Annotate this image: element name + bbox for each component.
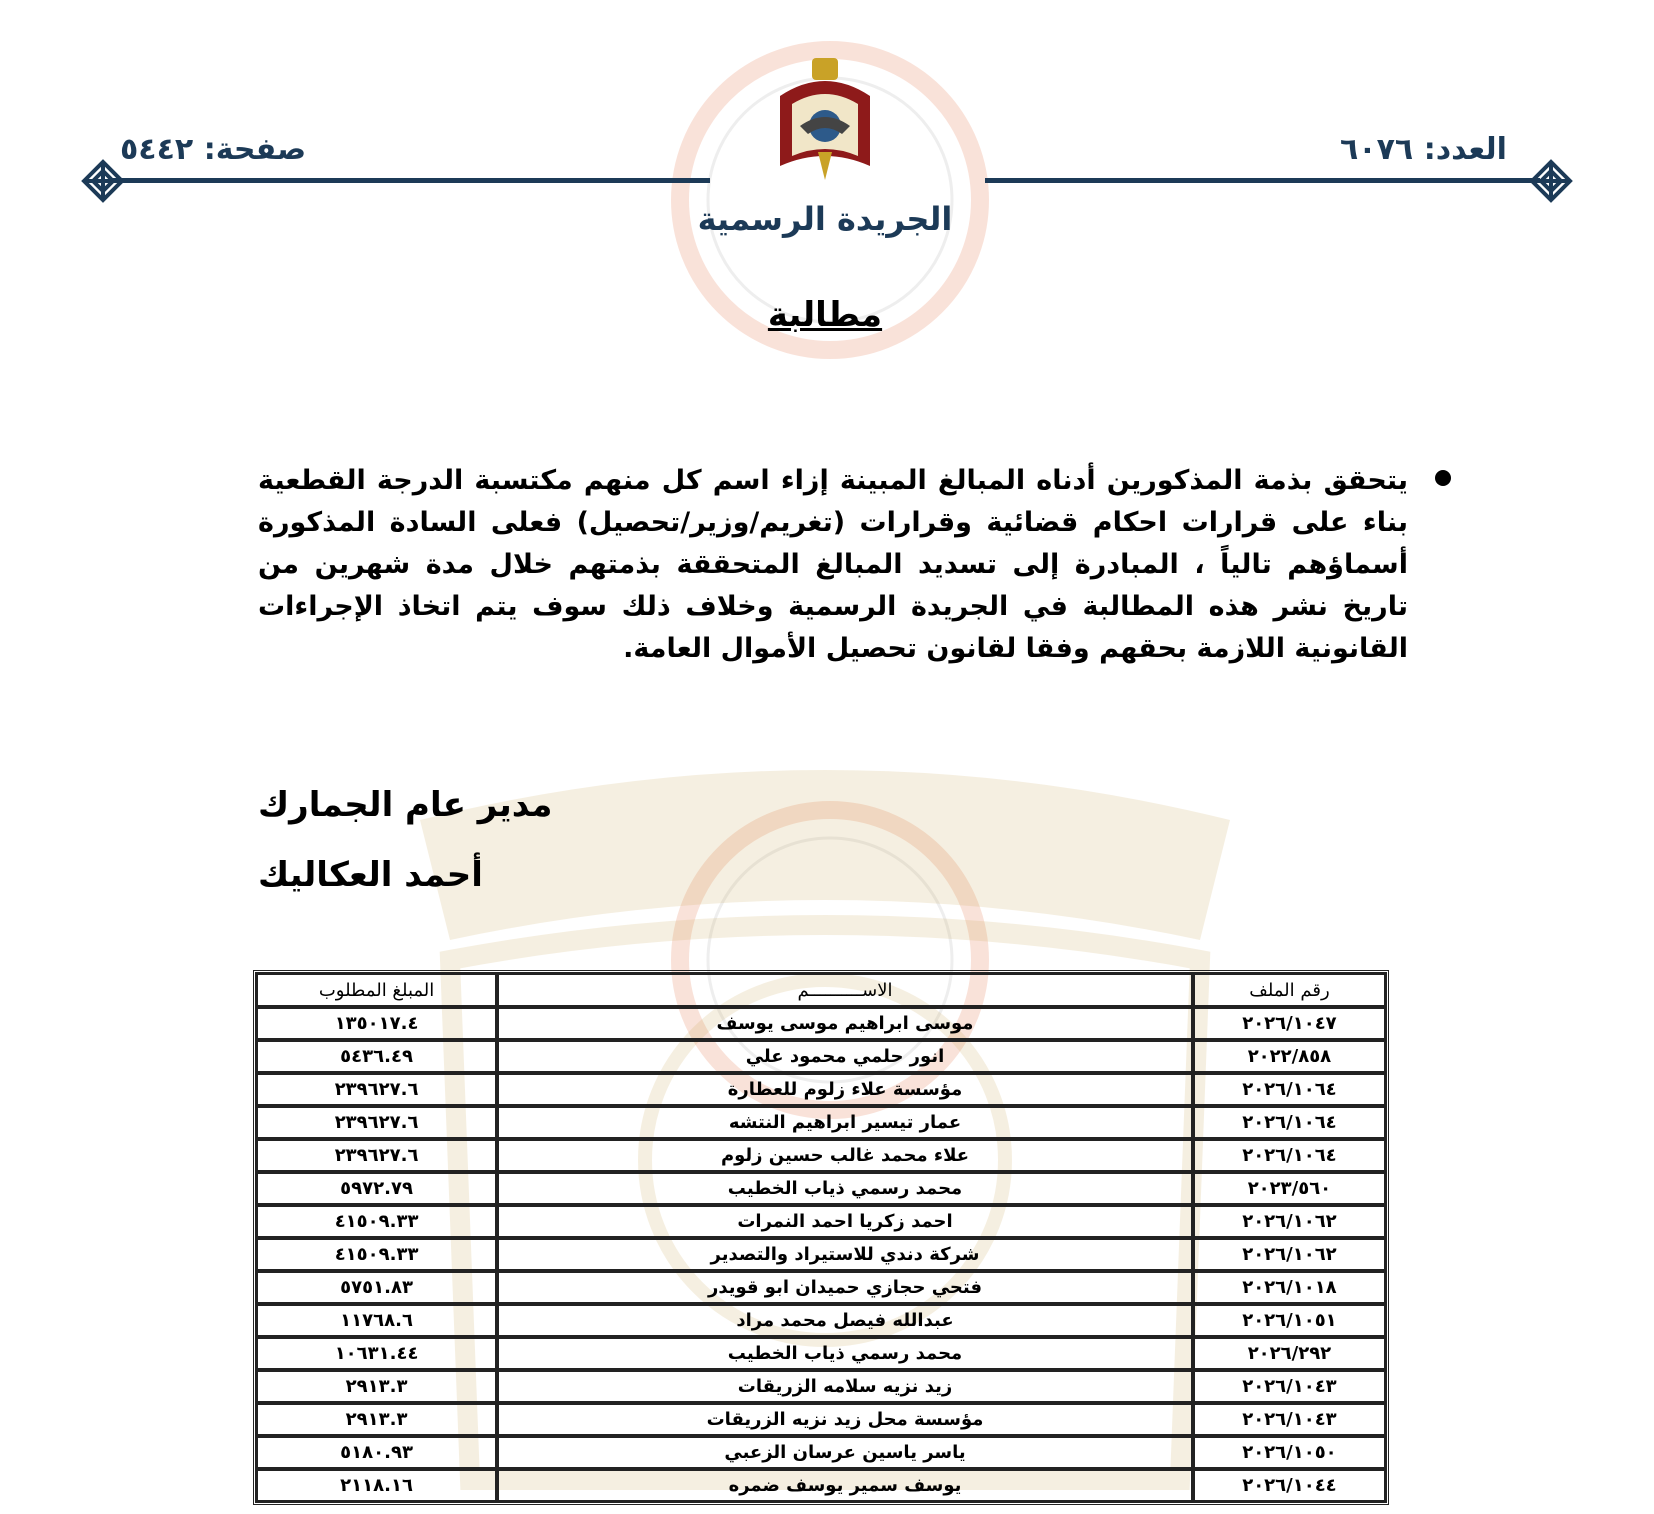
cell-name: موسى ابراهيم موسى يوسف [497,1007,1193,1040]
cell-amount: ٤١٥٠٩.٣٣ [256,1205,497,1238]
table-row [256,1172,1386,1205]
cell-file-number: ٢٠٢٣/٥٦٠ [1193,1172,1386,1205]
cell-name: عبدالله فيصل محمد مراد [497,1304,1193,1337]
cell-file-number: ٢٠٢٦/١٠٦٤ [1193,1106,1386,1139]
cell-file-number: ٢٠٢٦/١٠٤٧ [1193,1007,1386,1040]
header-rule-right [985,178,1540,183]
page-number: صفحة: ٥٤٤٢ [120,132,307,167]
table-header-row [256,973,1386,1007]
cell-name: ياسر ياسين عرسان الزعبي [497,1436,1193,1469]
cell-file-number: ٢٠٢٦/١٠٤٣ [1193,1403,1386,1436]
cell-amount: ١١٧٦٨.٦ [256,1304,497,1337]
cell-amount: ٢١١٨.١٦ [256,1469,497,1502]
table-row [256,1370,1386,1403]
claims-table [253,970,1389,1505]
cell-file-number: ٢٠٢٦/١٠١٨ [1193,1271,1386,1304]
table-row [256,1139,1386,1172]
gazette-title: الجريدة الرسمية [697,200,953,238]
issue-number: العدد: ٦٠٧٦ [1340,132,1507,167]
cell-amount: ١٣٥٠١٧.٤ [256,1007,497,1040]
cell-name: يوسف سمير يوسف ضمره [497,1469,1193,1502]
cell-amount: ٢٣٩٦٢٧.٦ [256,1139,497,1172]
table-row [256,1238,1386,1271]
header-name: الاســــــــــم [497,973,1193,1007]
cell-name: مؤسسة محل زيد نزيه الزريقات [497,1403,1193,1436]
cell-name: علاء محمد غالب حسين زلوم [497,1139,1193,1172]
cell-name: شركة دندي للاستيراد والتصدير [497,1238,1193,1271]
claims-table-body [256,1007,1386,1502]
cell-amount: ٥٧٥١.٨٣ [256,1271,497,1304]
table-row [256,1271,1386,1304]
cell-amount: ٥١٨٠.٩٣ [256,1436,497,1469]
table-row [256,1469,1386,1502]
cell-name: احمد زكريا احمد النمرات [497,1205,1193,1238]
cell-file-number: ٢٠٢٦/١٠٥٠ [1193,1436,1386,1469]
signatory-name: أحمد العكاليك [258,855,483,895]
table-row [256,1436,1386,1469]
table-row [256,1403,1386,1436]
cell-file-number: ٢٠٢٦/١٠٦٤ [1193,1073,1386,1106]
coat-of-arms-icon [770,56,880,186]
cell-name: انور حلمي محمود علي [497,1040,1193,1073]
cell-amount: ٢٣٩٦٢٧.٦ [256,1073,497,1106]
table-row [256,1205,1386,1238]
cell-file-number: ٢٠٢٦/١٠٦٢ [1193,1205,1386,1238]
header-amount: المبلغ المطلوب [256,973,497,1007]
cell-amount: ٤١٥٠٩.٣٣ [256,1238,497,1271]
notice-paragraph: يتحقق بذمة المذكورين أدناه المبالغ المبينة إزاء اسم كل منهم مكتسبة الدرجة القطعية بناء على قرارات احكام قضائية وقرارات (تغريم/وزير/تحصيل) فعلى السادة المذكورة أسماؤهم تالياً ، المبادرة إلى تسديد المبالغ المتحققة بذمتهم خلال مدة شهرين من تاريخ نشر هذه المطالبة في الجريدة الرسمية وخلاف ذلك سوف يتم اتخاذ الإجراءات القانونية اللازمة بحقهم وفقا لقانون تحصيل الأموال العامة. [258,465,1408,664]
cell-name: زيد نزيه سلامه الزريقات [497,1370,1193,1403]
header-file-number: رقم الملف [1193,973,1386,1007]
cell-amount: ٥٩٧٢.٧٩ [256,1172,497,1205]
table-row [256,1304,1386,1337]
cell-file-number: ٢٠٢٦/١٠٤٤ [1193,1469,1386,1502]
cell-name: عمار تيسير ابراهيم النتشه [497,1106,1193,1139]
cell-file-number: ٢٠٢٦/١٠٤٣ [1193,1370,1386,1403]
knot-ornament-icon [1528,158,1574,204]
cell-amount: ٥٤٣٦.٤٩ [256,1040,497,1073]
cell-amount: ٢٩١٣.٣ [256,1370,497,1403]
table-row [256,1040,1386,1073]
cell-file-number: ٢٠٢٦/١٠٥١ [1193,1304,1386,1337]
cell-file-number: ٢٠٢٢/٨٥٨ [1193,1040,1386,1073]
cell-amount: ٢٣٩٦٢٧.٦ [256,1106,497,1139]
cell-amount: ١٠٦٣١.٤٤ [256,1337,497,1370]
table-row [256,1106,1386,1139]
signatory-title: مدير عام الجمارك [258,785,553,825]
page-title: مطالبة [767,295,883,335]
cell-name: محمد رسمي ذياب الخطيب [497,1172,1193,1205]
bullet-icon [1435,470,1451,486]
cell-file-number: ٢٠٢٦/١٠٦٢ [1193,1238,1386,1271]
cell-file-number: ٢٠٢٦/١٠٦٤ [1193,1139,1386,1172]
table-row [256,1007,1386,1040]
cell-amount: ٢٩١٣.٣ [256,1403,497,1436]
cell-name: فتحي حجازي حميدان ابو قويدر [497,1271,1193,1304]
table-row [256,1073,1386,1106]
table-row [256,1337,1386,1370]
cell-name: محمد رسمي ذياب الخطيب [497,1337,1193,1370]
cell-name: مؤسسة علاء زلوم للعطارة [497,1073,1193,1106]
header-rule-left [110,178,710,183]
cell-file-number: ٢٠٢٦/٢٩٢ [1193,1337,1386,1370]
